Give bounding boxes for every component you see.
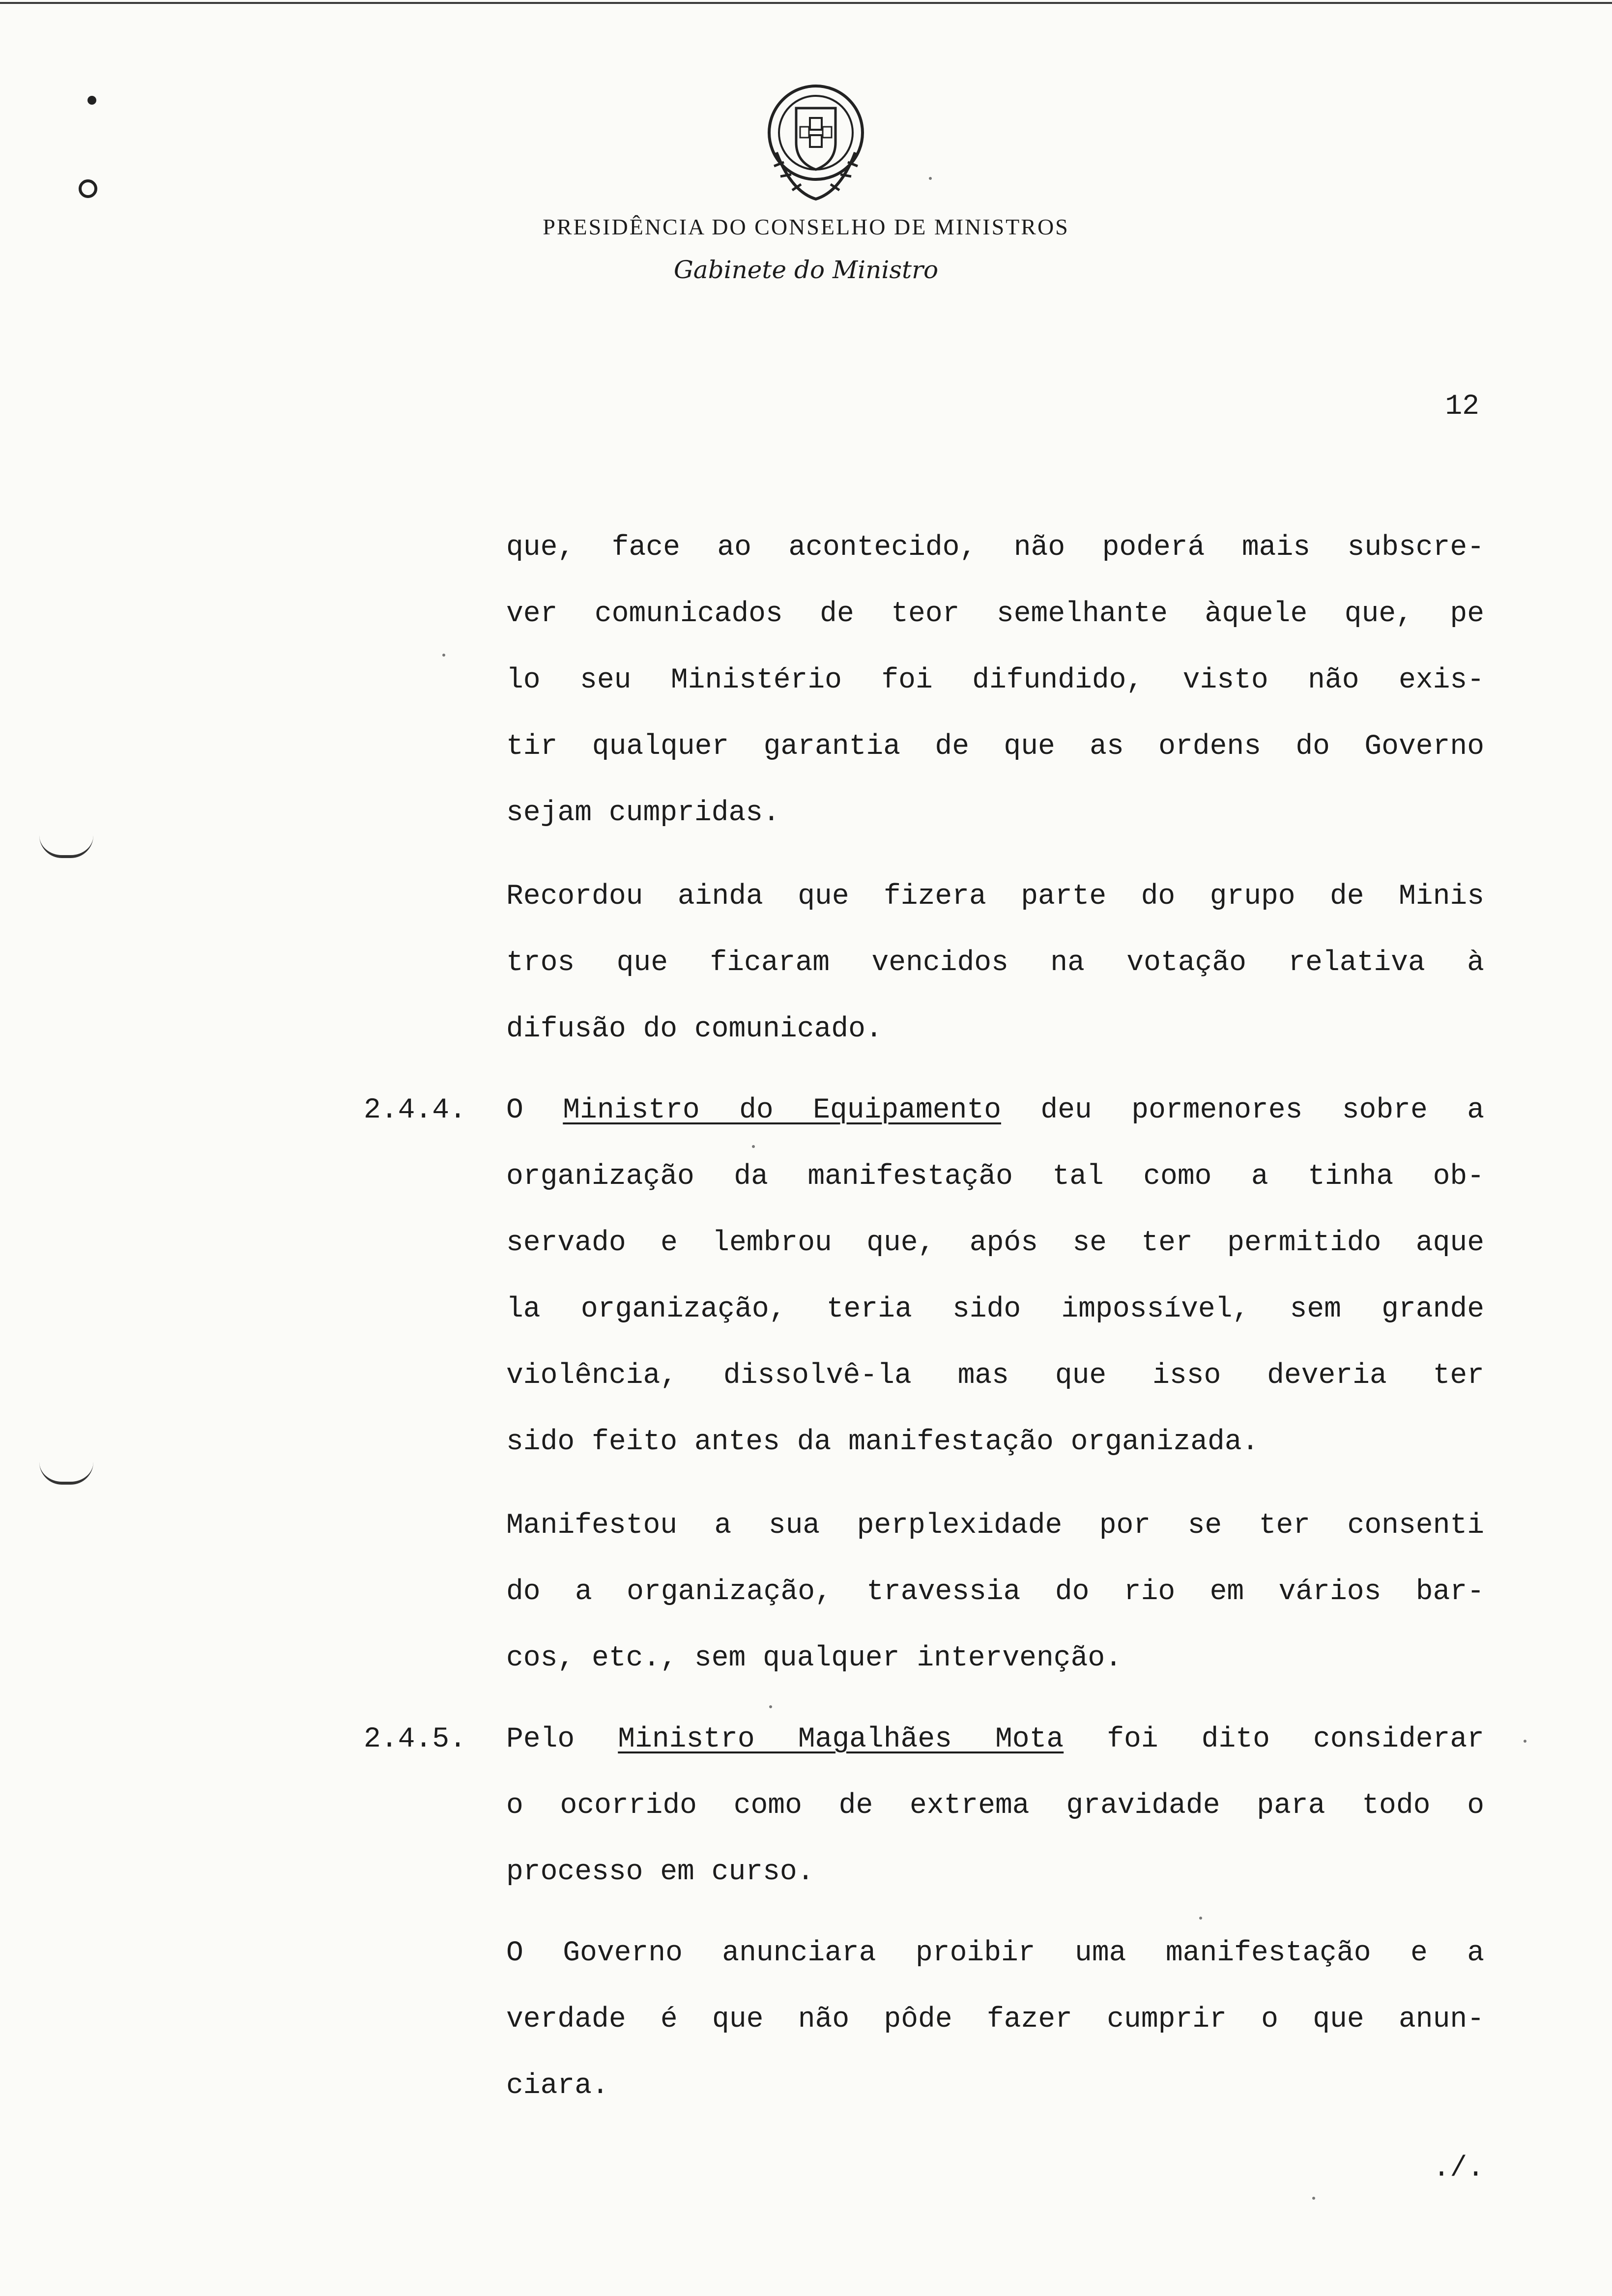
text-line: tir qualquer garantia de que as ordens do Governo xyxy=(506,731,1484,763)
section-number: 2.4.4. xyxy=(364,1094,466,1126)
top-border-line xyxy=(0,2,1612,4)
section-number: 2.4.5. xyxy=(364,1723,466,1755)
letterhead-title: PRESIDÊNCIA DO CONSELHO DE MINISTROS xyxy=(543,214,1069,239)
page-number: 12 xyxy=(1445,391,1479,423)
text-line: O Ministro do Equipamento deu pormenores sobre a xyxy=(506,1094,1484,1126)
text-line: cos, etc., sem qualquer intervenção. xyxy=(506,1642,1123,1674)
text-line: Pelo Ministro Magalhães Mota foi dito considerar xyxy=(506,1723,1484,1755)
text-line: servado e lembrou que, após se ter permitido aque xyxy=(506,1227,1484,1259)
paper-speck xyxy=(1199,1917,1202,1920)
text-line: organização da manifestação tal como a tinha ob- xyxy=(506,1161,1484,1193)
text-line: Recordou ainda que fizera parte do grupo de Minis xyxy=(506,881,1484,913)
text-line: verdade é que não pôde fazer cumprir o que anun- xyxy=(506,2004,1484,2036)
text-line: ver comunicados de teor semelhante àquele que, pe xyxy=(506,598,1484,630)
paper-speck xyxy=(752,1145,755,1148)
paper-speck xyxy=(929,177,932,180)
text-line: difusão do comunicado. xyxy=(506,1013,883,1045)
text-line: tros que ficaram vencidos na votação relativa à xyxy=(506,947,1484,979)
text-line: que, face ao acontecido, não poderá mais subscre- xyxy=(506,532,1484,564)
text-line: la organização, teria sido impossível, sem grande xyxy=(506,1293,1484,1325)
text-line: violência, dissolvê-la mas que isso deveria ter xyxy=(506,1360,1484,1392)
text-line: sejam cumpridas. xyxy=(506,797,780,829)
coat-of-arms-icon xyxy=(762,79,870,206)
text-line: ciara. xyxy=(506,2070,609,2102)
text-line: Manifestou a sua perplexidade por se ter consenti xyxy=(506,1510,1484,1542)
fold-mark xyxy=(39,835,93,858)
paper-speck xyxy=(442,654,445,657)
paper-speck xyxy=(1524,1740,1526,1743)
text-line: processo em curso. xyxy=(506,1856,814,1888)
letterhead-subtitle: Gabinete do Ministro xyxy=(673,256,939,284)
fold-mark xyxy=(39,1462,93,1485)
text-line: do a organização, travessia do rio em vários bar- xyxy=(506,1576,1484,1608)
paper-speck xyxy=(1312,2197,1315,2200)
paper-speck xyxy=(769,1705,772,1708)
text-line: lo seu Ministério foi difundido, visto não exis- xyxy=(506,664,1484,696)
text-line: sido feito antes da manifestação organizada. xyxy=(506,1426,1259,1458)
letterhead xyxy=(0,69,1612,305)
text-line: o ocorrido como de extrema gravidade para todo o xyxy=(506,1790,1484,1822)
continuation-mark: ./. xyxy=(1433,2152,1484,2184)
text-line: O Governo anunciara proibir uma manifestação e a xyxy=(506,1937,1484,1969)
